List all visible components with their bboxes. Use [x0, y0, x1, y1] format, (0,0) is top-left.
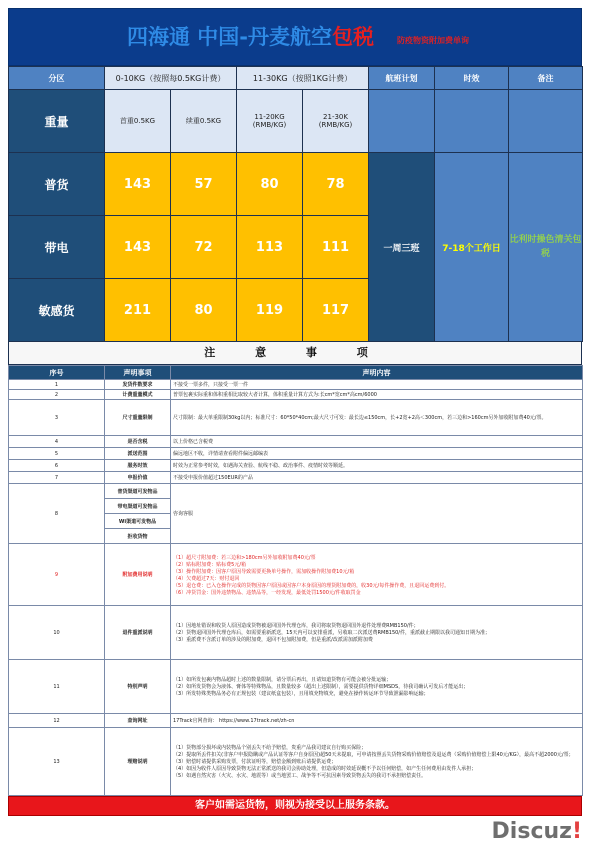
price-general-11-20: 80: [237, 153, 303, 216]
note-item: 派送范围: [105, 448, 171, 460]
note-line: （3）操作附加费：因客户原因导致需要更换单号操作，需加收操作附加费10元/箱: [173, 568, 355, 575]
note-line: （1）如所发包裹内物品超时上述的数量限制，请分票后再出，且请知道货物有可能会被分批运输；: [173, 677, 392, 683]
price-battery-additional: 72: [171, 216, 237, 279]
note-content: 普票包裹实际重和体积重相比取较大者计算，体积重量计算方式为:长cm*宽cm*高cm/6000: [171, 390, 583, 400]
time-value: 7-18个工作日: [435, 153, 509, 342]
note-item: 理赔说明: [105, 728, 171, 796]
note-num: 5: [9, 448, 105, 460]
note-subitem: 拒收货物: [105, 529, 171, 544]
notes-table: [8, 365, 583, 796]
price-general-additional: 57: [171, 153, 237, 216]
note-line: （5）退仓费：已入仓操作完成的货物因客户原因或因客户本身原因的理货附加费的，收30元/每件操作费，且退回运费到付。: [173, 582, 450, 589]
remark-header: 备注: [509, 67, 583, 90]
note-line: （4）欠费超过7天：财付退回: [173, 575, 240, 582]
note-item: 是否含税: [105, 436, 171, 448]
sub-header-21-30: 21-30K (RMB/KG): [303, 90, 369, 153]
price-sensitive-11-20: 119: [237, 279, 303, 342]
note-item: 服务时效: [105, 460, 171, 472]
page-subtitle: 防疫物资附加费单询: [397, 36, 469, 45]
time-header: 时效: [435, 67, 509, 90]
time-spacer: [435, 90, 509, 153]
notes-header-content: 声明内容: [171, 366, 583, 380]
note-content: 尺寸限制：最大单重限制30kg以内；标准尺寸：60*50*40cm;最大尺寸可发：最长边≤150cm，长+2宽+2高＜300cm，若三边和>160cm另外加收附加费40元/票。: [171, 400, 583, 436]
tier2-header: 11-30KG（按照1KG计费）: [237, 67, 369, 90]
sub-header-11-20: 11-20KG (RMB/KG): [237, 90, 303, 153]
price-general-first: 143: [105, 153, 171, 216]
note-num: 6: [9, 460, 105, 472]
page-title: 四海通 中国-丹麦航空包税: [127, 25, 375, 49]
note-num: 13: [9, 728, 105, 796]
note-line: （1）因地址错误和收货人原因造成货物被退回国外代理仓库，我司将取货物退回国外退件处理费RMB150/件；: [173, 623, 419, 629]
note-num: 10: [9, 606, 105, 660]
note-subitem: Wi渠道可发物品: [105, 514, 171, 529]
note-line: （3）所发特殊类物品务必有正规包装（建议纸盒包装），且用填充物填充，避免在操作转运环节导致泄漏影响运输；: [173, 691, 429, 697]
footer-banner: 客户如需运货物，则视为接受以上服务条款。: [8, 796, 582, 816]
sub-header-additional: 续重0.5KG: [171, 90, 237, 153]
note-content: [171, 660, 583, 714]
note-subitem: 普货渠道可发物品: [105, 484, 171, 499]
note-line: （4）如因为收件人原因导致货物无法正常派送的我司会协助处理，但造成的时效延误概不予以任何赔偿，如产生任何费用由发件人承担；: [173, 766, 477, 772]
tier1-header: 0-10KG（按照每0.5KG计费）: [105, 67, 237, 90]
notice-title: 注 意 事 项: [8, 342, 582, 365]
tracking-link[interactable]: 17Track官网查询： https://www.17track.net/zh-cn: [171, 714, 583, 728]
note-content: [171, 606, 583, 660]
note-line: （6）冲货罚金：国外违禁物品、违禁品等，一经发现，最低处罚1500元/件收取罚金: [173, 589, 361, 596]
note-content: 不接受一票多件，只接受一票一件: [171, 380, 583, 390]
note-num: 9: [9, 544, 105, 606]
row-label-sensitive: 敏感货: [9, 279, 105, 342]
row-label-battery: 带电: [9, 216, 105, 279]
note-content: 不接受申报价值超过150EUR的产品: [171, 472, 583, 484]
remark-value: 比利时操色清关包税: [509, 153, 583, 342]
note-num: 1: [9, 380, 105, 390]
schedule-value: 一周三班: [369, 153, 435, 342]
note-num: 7: [9, 472, 105, 484]
note-content: 咨询客服: [171, 484, 583, 544]
note-line: （2）如所发货物会为液体、膏体等特殊物品，且数量较多（超出上述限制），需要提供货物详细MSDS，待我司确认可发后才能运出；: [173, 684, 469, 690]
note-content: [171, 728, 583, 796]
price-sheet: [8, 8, 582, 816]
note-content: 偏远地区不收，详情请查看附件偏远邮编表: [171, 448, 583, 460]
zone-header: 分区: [9, 67, 105, 90]
page-header: [8, 8, 582, 66]
note-item: 申报价值: [105, 472, 171, 484]
note-item: 退件重派说明: [105, 606, 171, 660]
note-item: 特别声明: [105, 660, 171, 714]
note-item: 附加费用说明: [105, 544, 171, 606]
note-line: （3）赔偿时请提供采购发票，付款证明等，赔偿金额到账后请提供运费；: [173, 759, 337, 765]
weight-label: 重量: [9, 90, 105, 153]
note-num: 8: [9, 484, 105, 544]
price-sensitive-first: 211: [105, 279, 171, 342]
notes-header-item: 声明事项: [105, 366, 171, 380]
note-item: 尺寸重量限制: [105, 400, 171, 436]
note-subitem: 带电渠道可发物品: [105, 499, 171, 514]
price-battery-21-30: 111: [303, 216, 369, 279]
discuz-watermark: Discuz!: [491, 819, 582, 844]
note-item: 计费重量模式: [105, 390, 171, 400]
sub-header-first: 首重0.5KG: [105, 90, 171, 153]
schedule-spacer: [369, 90, 435, 153]
note-line: （5）如遇自然灾害（火灾、水灾、地震等）或当地罢工、战争等不可抗因素导致货物丢失的我司不承担赔偿责任。: [173, 773, 427, 779]
note-num: 4: [9, 436, 105, 448]
note-num: 3: [9, 400, 105, 436]
note-content: 以上价格已含税费: [171, 436, 583, 448]
note-line: （2）提取所丢件扣关(非客户申报隐瞒或产品认证等客户自身原因)超50天未提取，可申请按照丢失货物采购价值赔偿及退运费（采购价值赔偿上限40元/KG），最高不超2000元/票；: [173, 752, 574, 758]
price-general-21-30: 78: [303, 153, 369, 216]
remark-spacer: [509, 90, 583, 153]
note-item: 查询网址: [105, 714, 171, 728]
price-battery-11-20: 113: [237, 216, 303, 279]
note-content: [171, 544, 583, 606]
note-line: （1）超尺寸附加费：若三边和>180cm另外加收附加费40元/票: [173, 554, 316, 561]
price-battery-first: 143: [105, 216, 171, 279]
price-sensitive-additional: 80: [171, 279, 237, 342]
note-item: 发货件数要求: [105, 380, 171, 390]
price-sensitive-21-30: 117: [303, 279, 369, 342]
note-num: 2: [9, 390, 105, 400]
title-highlight: 包税: [332, 25, 375, 49]
price-table: [8, 66, 583, 342]
note-line: （3）重派费不含派订单的涉及的附加费，退回不包加附加费，但是重派/改派需加派附加费: [173, 637, 373, 643]
schedule-header: 航班计划: [369, 67, 435, 90]
note-content: 时效为正常参考时效，如遇海关查验、航线不稳、政治事件、疫情时效等顺延。: [171, 460, 583, 472]
note-num: 11: [9, 660, 105, 714]
note-line: （2）贴标附加费：贴标费5元/箱: [173, 561, 247, 568]
note-line: （1）货物部分损坏或内装物品个别丢失不给予赔偿，贵重产品我司建议自行购买保险；: [173, 745, 367, 751]
row-label-general: 普货: [9, 153, 105, 216]
notes-header-num: 序号: [9, 366, 105, 380]
note-num: 12: [9, 714, 105, 728]
note-line: （2）货物退回国外代理仓库后，如需要重新派送，15天内可以安排重派，另收取二次派送费RMB150/件，重派截止期限以我司通知日期为准；: [173, 630, 490, 636]
